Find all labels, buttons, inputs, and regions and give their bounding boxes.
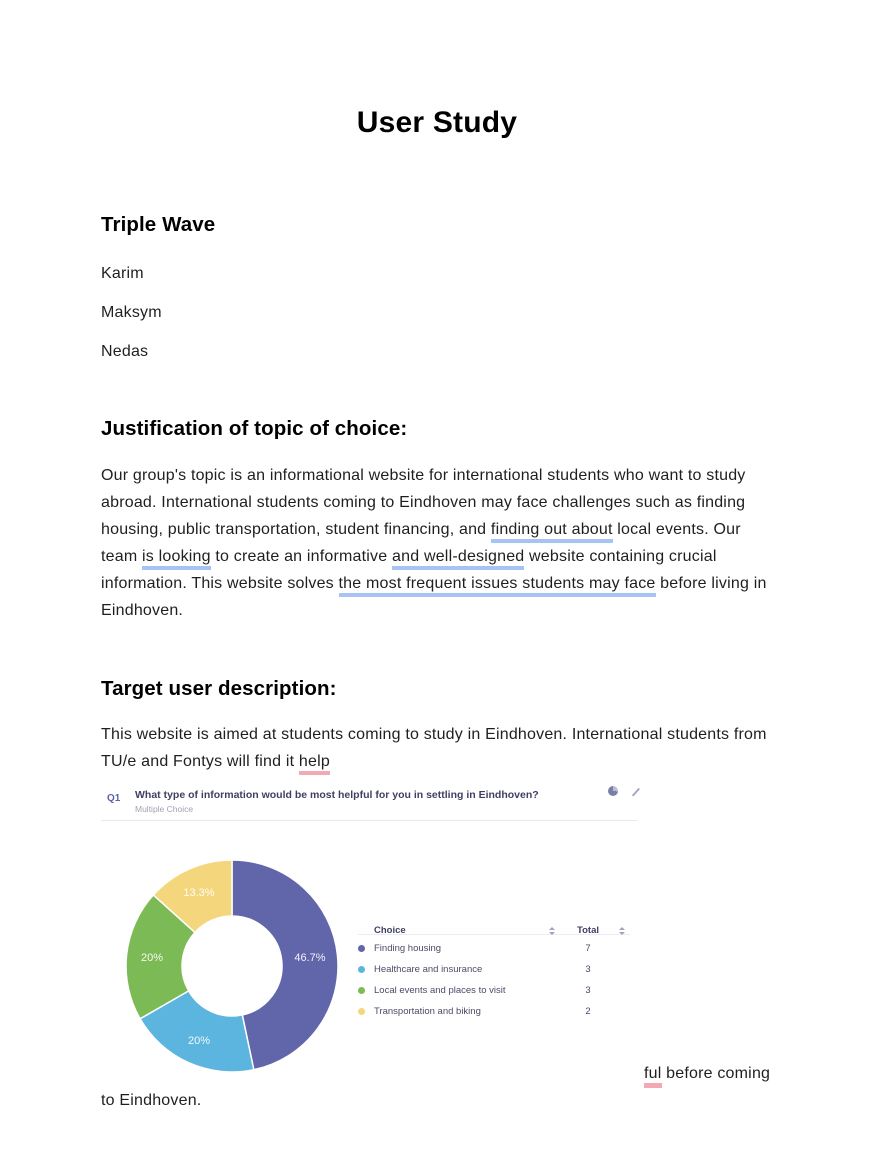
spellcheck-word[interactable]: ful [644,1065,662,1088]
target-paragraph [101,721,773,1114]
table-row [358,956,630,977]
slice-label: 13.3% [183,887,215,899]
question-text: What type of information would be most helpful for you in settling in Eindhoven? [135,789,539,801]
edit-icon [631,787,640,796]
body-text: to create an informative [210,548,393,565]
column-header-total: Total [577,925,599,936]
row-total: 2 [585,1006,591,1017]
choice-table [358,917,630,1019]
slice-label: 20% [187,1035,211,1047]
legend-dot [358,987,374,994]
table-header-row [358,917,630,935]
question-type-label: Multiple Choice [135,804,194,814]
team-member: Karim [101,265,144,282]
justification-heading: Justification of topic of choice: [101,417,408,440]
doc-title: User Study [356,106,518,139]
body-text: website containing crucial information. This website solves [101,548,717,592]
slice-label: 46.7% [294,952,326,964]
legend-dot [358,1008,374,1015]
legend-dot [358,945,374,952]
team-heading: Triple Wave [101,213,216,236]
table-row [358,977,630,998]
suggestion-underline[interactable]: and well-designed [392,548,524,570]
row-label: Healthcare and insurance [374,964,483,975]
team-members [101,236,773,365]
sort-icon [618,927,626,935]
table-row [358,935,630,956]
row-label: Finding housing [374,943,442,954]
body-text: This website is aimed at students coming to study in Eindhoven. International students from TU/e and Fontys will find it [101,726,767,770]
pie-chart-icon [608,786,618,796]
row-label: Transportation and biking [374,1006,481,1017]
sort-icon [548,927,556,935]
justification-paragraph [101,462,773,624]
suggestion-underline[interactable]: the most frequent issues students may face [339,575,656,597]
body-text: local events. Our team [101,521,741,565]
row-total: 3 [585,964,591,975]
suggestion-underline[interactable]: is looking [142,548,211,570]
document-content [101,0,773,1114]
body-text: Our group's topic is an informational website for international students who want to study abroad. International students coming to Eindhoven may face challenges such as finding housing, public transportation, student financing, and [101,467,746,538]
suggestion-underline[interactable]: finding out about [491,521,613,543]
team-member: Nedas [101,343,149,360]
column-header-choice: Choice [374,925,406,936]
body-text: before living in Eindhoven. [101,575,767,619]
spellcheck-word[interactable]: help [299,753,330,776]
question-number: Q1 [107,793,121,804]
body-text: before coming to Eindhoven. [101,1065,771,1109]
survey-result-image[interactable] [101,775,638,1087]
row-total: 3 [585,985,591,996]
card-divider [101,820,638,821]
slice-label: 20% [140,952,164,964]
row-label: Local events and places to visit [374,985,506,996]
team-member: Maksym [101,304,162,321]
donut-chart [125,859,339,1073]
row-total: 7 [585,943,591,954]
target-heading: Target user description: [101,677,337,700]
legend-dot [358,966,374,973]
table-row [358,998,630,1019]
